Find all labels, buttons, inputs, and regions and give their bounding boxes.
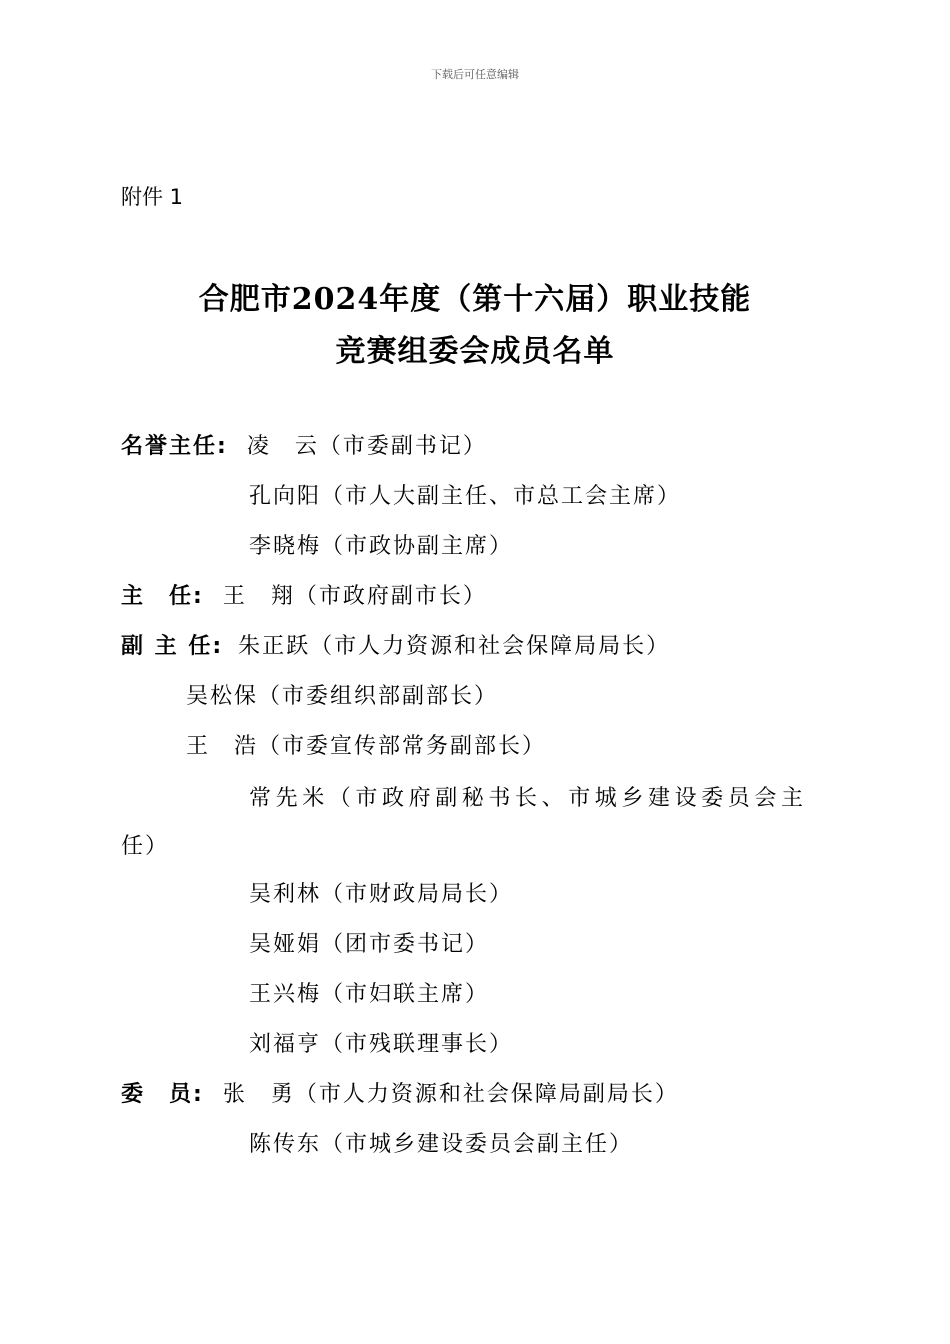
member-entry: 陈传东（市城乡建设委员会副主任） [249,1132,634,1157]
member-entry: 朱正跃（市人力资源和社会保障局局长） [238,634,671,659]
member-entry: 王 翔（市政府副市长） [222,584,487,609]
role-label-member: 委 员: [121,1082,204,1107]
member-entry: 李晓梅（市政协副主席） [249,534,514,559]
member-row [121,1077,679,1108]
member-entry: 吴娅娟（团市委书记） [249,932,490,957]
member-entry: 常先米（市政府副秘书长、市城乡建设委员会主 [249,786,808,811]
member-entry: 刘福亨（市残联理事长） [249,1032,514,1057]
document-title-line-1: 合肥市2024年度（第十六届）职业技能 [198,282,752,317]
member-entry: 王兴梅（市妇联主席） [249,982,490,1007]
document-title-line-2: 竞赛组委会成员名单 [335,334,615,369]
role-label-director: 主 任: [121,584,204,609]
member-entry: 张 勇（市人力资源和社会保障局副局长） [222,1082,679,1107]
member-entry: 凌 云（市委副书记） [246,434,487,459]
member-entry-continuation: 任） [121,834,170,859]
honorary-director-row [121,429,487,460]
member-entry: 吴利林（市财政局局长） [249,882,514,907]
role-label-deputy-director: 副 主 任: [121,634,224,659]
member-entry: 吴松保（市委组织部副部长） [186,684,499,709]
member-entry: 王 浩（市委宣传部常务副部长） [186,734,547,759]
member-entry: 孔向阳（市人大副主任、市总工会主席） [249,484,682,509]
attachment-label: 附件 1 [121,185,184,209]
header-note: 下载后可任意编辑 [431,68,519,81]
director-row [121,579,487,610]
deputy-director-row [121,629,670,660]
role-label-honorary-director: 名誉主任: [121,434,228,459]
